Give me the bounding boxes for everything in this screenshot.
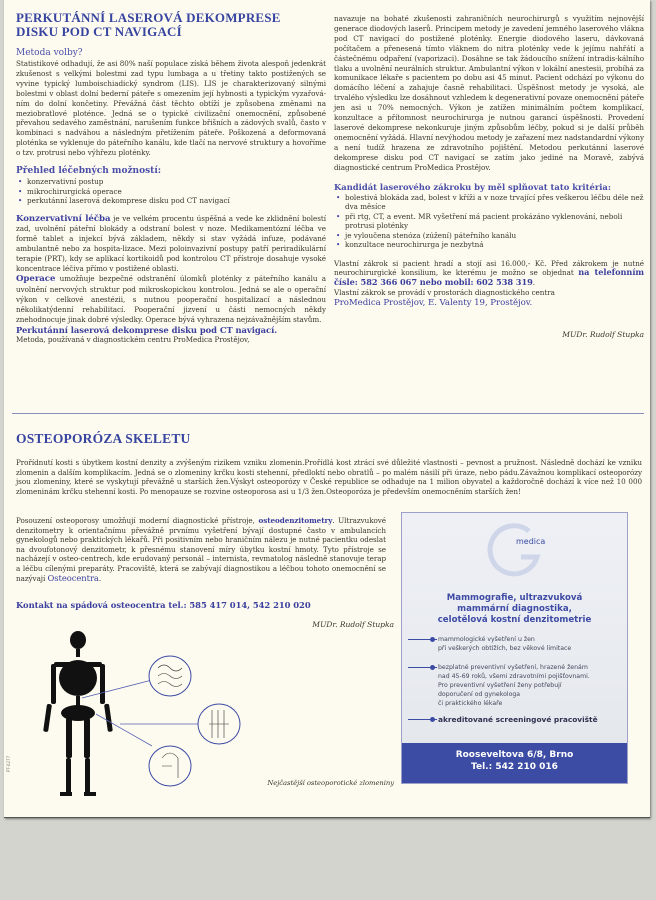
ad-item-text: při veškerých obtížích, bez věkové limitace (438, 645, 572, 652)
osteoporosis-diagnostics: Posouzení osteoporosy umožňují moderní diagnostické přístroje, osteodenzitometry. Ultrazvukové denzitometry k orientačnímu převážně prvnímu vyšetření bývají dostupné často v ambulancích gynekologů nebo praktických lékařů. Při positivním nebo hraničním nálezu je nutné pacientku odeslat na dvoufotonový denzitometr, k přesnému stanovení míry úbytku kostní hmoty. Tyto přístroje se nacházejí v osteo-centrech, kde erudovaný personál – internista, revmatolog následně stanovuje terap a léčbu cílenými preparáty. Pracoviště, která se zabývají diagnostikou a léčbou tohoto onemocnění se nazývají Osteocentra. (16, 516, 386, 583)
diag-rest: . Ultrazvukové denzitometry k orientačnímu převážně prvnímu vyšetření bývají dostupné často v ambulancích gynekologů nebo praktických lékařů. Při positivním nebo hraničním nálezu je nutné pacientku odeslat na dvoufotonový denzitometr, k přesnému stanovení míry úbytku kostní hmoty. Tyto přístroje se nacházejí v osteo-centrech, kde erudovaný personál – internista, revmatolog následně stanovuje terap a léčbu cílenými preparáty. Pracoviště, která se zabývají diagnostikou a léčbou tohoto onemocnění se nazývají (16, 516, 386, 583)
ad-phone: Tel.: 542 210 016 (471, 762, 558, 772)
criteria-item: • bolestivá blokáda zad, bolest v kříži a v noze trvající přes veškerou léčbu déle než dva měsíce (334, 193, 644, 212)
ad-title-line: celotělová kostní denzitometrie (437, 615, 592, 625)
section-divider (12, 413, 644, 414)
ad-item-text: Pro preventivní vyšetření ženy potřebují (438, 682, 562, 689)
conservative-text: je ve velkém procentu úspěšná a vede ke zklidnění bolestí zad, uvolnění páteřní blokády a odstraní bolest v noze. Medikamentózní léčba ve formě tablet a injekcí bývá základem, někdy si stav vyžádá infuze, podávané ambulantně nebo za hospita-lizace. Mezi poloinvazivní postupy patří periradikulární terapie (PRT), kdy se aplikací kortikoidů pod kontrolou CT přístroje dosahuje vysoké koncentrace léčiva přímo v postižené oblasti. (16, 213, 326, 274)
ad-item-text: akreditované screeningové pracoviště (438, 715, 598, 724)
skeleton-figure (43, 631, 113, 796)
ad-title-line: mammární diagnostika, (457, 604, 572, 614)
print-code: PT-0277 (6, 755, 11, 772)
laser-text-start: Metoda, používaná v diagnostickém centru ProMedica Prostějov, (16, 334, 250, 344)
place-text: Vlastní zákrok se provádí v prostorách diagnostického centra (334, 288, 555, 298)
ad-address: Rooseveltova 6/8, Brno (455, 750, 574, 760)
osteoporosis-intro: Prořídnutí kosti s úbytkem kostní denzity a zvýšeným rizikem vzniku zlomenin.Prořídlá kost ztrácí své důležité vlastnosti – pevnost a pružnost. Následně dochází ke vzniku zlomenin a dalším komplikacím. Jedná se o zlomeniny krčku kosti stehenní, předloktí nebo obratlů – po malém násilí při úraze, nebo pádu.Závažnou komplikací osteoporózy jsou zlomeniny, které se vyskytují převážně u starších žen.Výskyt osteoporózy v České republice se odhaduje na 1 milion obyvatel a každoročně dochází k více než 10 000 zlomeninám krčku stehenní kosti. Po menopauze se rozvine osteoporosa asi u 1/3 žen.Osteoporóza je především onemocněním starších žen! (16, 458, 642, 496)
ad-item-screening (438, 715, 626, 724)
article-title-line1: PERKUTÁNNÍ LASEROVÁ DEKOMPRESE (16, 10, 281, 25)
article-title-line2: DISKU POD CT NAVIGACÍ (16, 24, 182, 39)
criteria-list (334, 193, 644, 250)
criteria-item: • konzultace neurochirurga je nezbytná (334, 240, 644, 250)
ad-item-mammology (438, 635, 626, 653)
price-paragraph (334, 259, 644, 289)
medica-advertisement (401, 512, 628, 784)
price-text: Vlastní zákrok si pacient hradí a stojí asi 16.000,- Kč. Před zákrokem je nutné neurochirurgické konsilium, ke kterému je možno se objednat (334, 258, 644, 278)
medica-logo-text: medica (516, 537, 546, 546)
ad-item-text: bezplatné preventivní vyšetření, hrazené ženám (438, 664, 588, 671)
article-laser-right-column (334, 14, 644, 340)
option-item: • perkutánní laserová dekomprese disku pod CT navigací (16, 196, 326, 206)
osteocentres-contact: Kontakt na spádová osteocentra tel.: 585 417 014, 542 210 020 (16, 600, 311, 610)
period: . (532, 278, 535, 288)
bullet-dot-icon (430, 637, 435, 642)
osteodensitometry-term: osteodenzitometry (258, 516, 333, 525)
ad-item-text: mammologické vyšetření u žen (438, 636, 535, 643)
osteocentres-term: Osteocentra (47, 572, 99, 583)
option-item: • mikrochirurgická operace (16, 187, 326, 197)
medica-logo (485, 521, 545, 581)
skeleton-illustration (34, 618, 254, 798)
operation-paragraph (16, 274, 326, 325)
criteria-heading: Kandidát laserového zákroku by měl splňovat tato kritéria: (334, 181, 611, 192)
ad-item-text: či praktického lékaře (438, 700, 503, 707)
article-laser-left-column (16, 11, 326, 344)
options-list (16, 177, 326, 206)
skeleton-caption: Nejčastější osteoporotické zlomeniny (267, 779, 394, 787)
place-address: ProMedica Prostějov, E. Valenty 19, Prostějov. (334, 298, 533, 309)
criteria-item: • při rtg, CT, a event. MR vyšetření má pacient prokázáno vyklenování, neboli protrusi ploténky (334, 212, 644, 231)
magazine-page (4, 0, 650, 818)
laser-method-paragraph: navazuje na bohaté zkušenosti zahraničních neurochirurgů s využitím nejnovější generace diodových laserů. Principem metody je zavedení jemného laserového vlákna pod CT navigací do postižené ploténky. Energie diodového laseru, dávkovaná počítačem a přenesená tímto vláknem do nitra ploténky vede k jejímu nahřátí a částečnému odpaření (vaporizaci). Dosáhne se tak žádoucího snížení intradis-kálního tlaku a uvolnění neurálních struktur. Ambulantní výkon v lokální anestesii, probíhá za komunikace lékaře s pacientem po dobu asi 45 minut. Pacient odchází po výkonu do domácího léčení a zahajuje časně rehabilitaci. Úspěšnost metody je vysoká, ale trvalého výsledku lze dosáhnout vzhledem k degenerativní povaze onemocnění páteře jen asi u 70% nemocných. Výkon je zatížen minimálním počtem komplikací, konzultace a přítomnost neurochirurga je nutnou garancí úspěšnosti. Provedení laserové dekomprese nekonkuruje jiným způsobům léčby, pokud si je další průběh onemocnění vyžádá. Hlavní nevýhodou metody je zařazení mez nadstandardní výkony a není tudíž hrazena ze zdravotního pojištění. Metodou perkutánní laserové dekomprese disku pod CT navigací se zatím jako jediné na Moravě, zabývá diagnostické centrum ProMedica Prostějov. (334, 14, 644, 172)
bullet-dot-icon (430, 717, 435, 722)
conservative-paragraph (16, 214, 326, 274)
options-heading: Přehled léčebných možností: (16, 166, 162, 177)
ad-title (402, 593, 627, 626)
ad-item-preventive (438, 663, 626, 708)
author-signature: MUDr. Rudolf Stupka (562, 330, 644, 340)
laser-lead: Perkutánní laserová dekomprese disku pod CT navigací. (16, 324, 278, 335)
operation-lead: Operace (16, 274, 56, 284)
osteoporosis-title: OSTEOPORÓZA SKELETU (16, 431, 191, 446)
conservative-lead: Konzervativní léčba (16, 213, 111, 224)
zoom-circles (149, 656, 240, 786)
diag-text: Posouzení osteoporosy umožňují moderní diagnostické přístroje, (16, 516, 259, 525)
phone-numbers: na telefonním čísle: 582 366 067 nebo mobil: 602 538 319 (334, 267, 645, 288)
osteoporosis-author: MUDr. Rudolf Stupka (312, 620, 394, 629)
ad-title-line: Mammografie, ultrazvuková (446, 593, 583, 603)
bullet-dot-icon (430, 665, 435, 670)
option-item: • konzervativní postup (16, 177, 326, 187)
ad-item-text: nad 45-69 roků, všemi zdravotními pojišťovnami. (438, 673, 590, 680)
ad-item-text: doporučení od gynekologa (438, 691, 521, 698)
operation-text: umožňuje bezpečné odstranění úlomků ploténky z páteřního kanálu a uvolnění nervových struktur pod mikroskopickou kontrolou. Jedná se ale o operační výkon v celkové anestézii, s nutnou pooperační hospitalizací a následnou několikatýdenní rehabilitací. Pooperační jizvení u části nemocných někdy znehodnocuje jinak dobré výsledky. Operace bývá vyhrazena nejzávažnějším stavům. (16, 274, 326, 324)
ad-footer (402, 743, 627, 783)
subheading-method: Metoda volby? (16, 48, 83, 58)
criteria-item: • je vyloučena stenóza (zúžení) páteřního kanálu (334, 231, 644, 241)
intro-paragraph: Statistikové odhadují, že asi 80% naší populace získá během života alespoň jedenkrát zkušenost s velkými bolestmi zad typu lumbaga a u třetiny takto postižených se vyvine typický lumboischiadický syndrom (LIS). LIS je charakterizovaný silnými bolestmi v oblast dolní bederní páteře s omezením její hybnosti a typickým vyzařová-ním do dolní končetiny. Převážná část těchto obtíží je způsobena změnami na meziobratlové ploténce. Jedná se o typické civilizační onemocnění, způsobené převahou sedavého zaměstnání, narušením funkce břišních a zádových svalů, často v kombinaci s nadváhou a následným přetížením páteře. Poškozená a deformovaná ploténka se vyklenuje do páteřního kanálu, kde tlačí na nervové struktury a hovoříme o tzv. protrusi nebo výhřezu ploténky. (16, 59, 326, 158)
